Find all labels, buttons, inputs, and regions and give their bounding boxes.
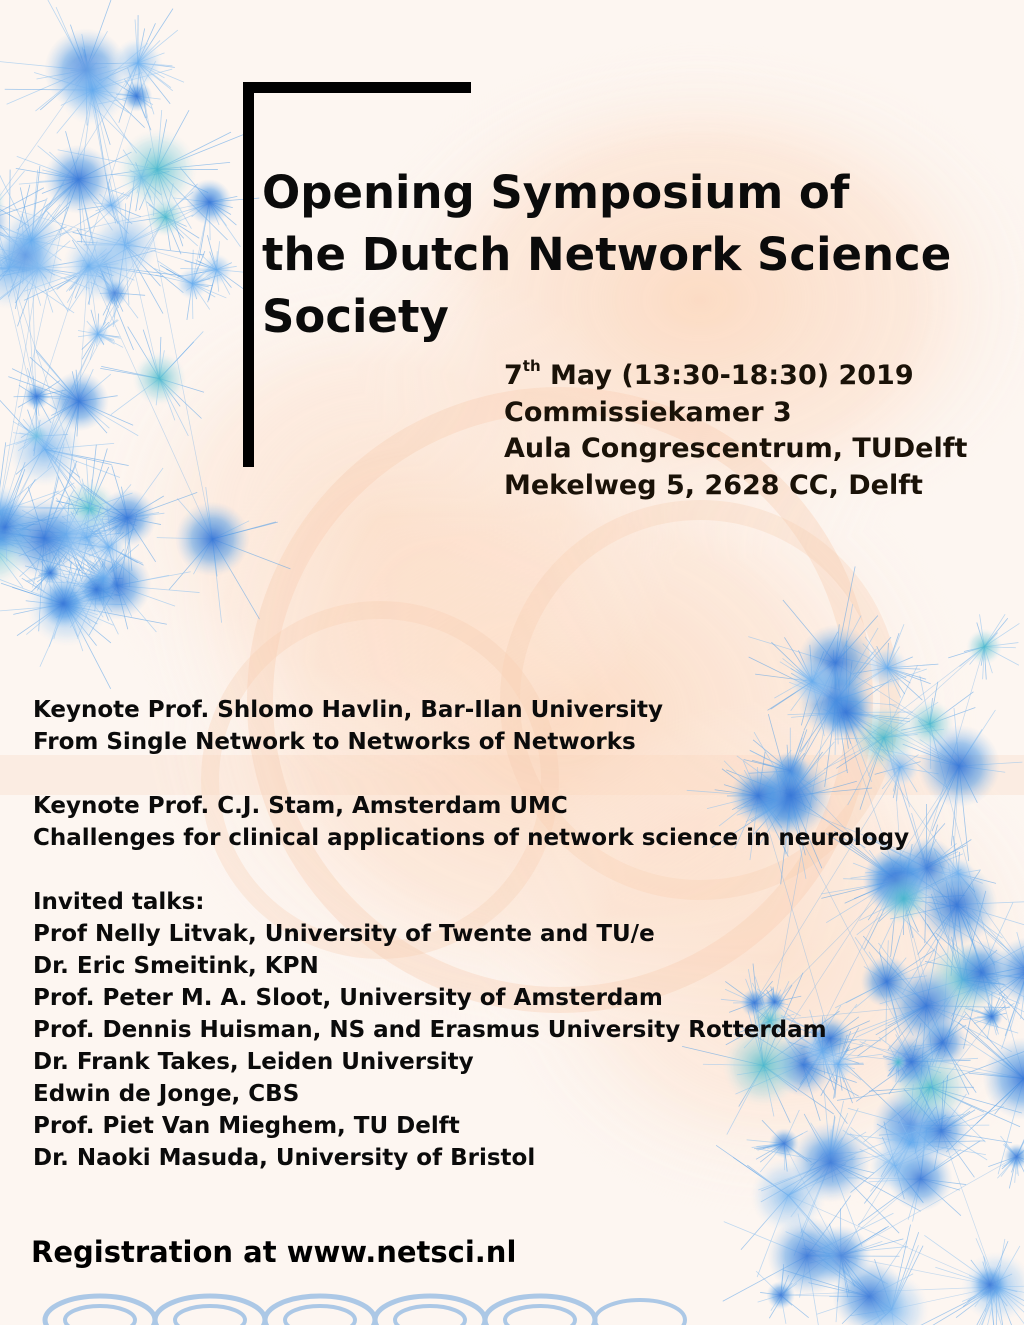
network-node bbox=[175, 502, 250, 577]
title-line: Opening Symposium of bbox=[262, 166, 850, 219]
title-frame-top bbox=[243, 82, 471, 93]
network-node bbox=[93, 531, 126, 564]
registration-link[interactable]: Registration at www.netsci.nl bbox=[31, 1235, 517, 1269]
keynote-speaker: Keynote Prof. C.J. Stam, Amsterdam UMC bbox=[33, 793, 568, 819]
network-node bbox=[0, 209, 63, 272]
event-day-suffix: th bbox=[522, 357, 541, 375]
event-venue: Aula Congrescentrum, TUDelft bbox=[504, 433, 968, 464]
event-details bbox=[504, 358, 1019, 504]
event-address: Mekelweg 5, 2628 CC, Delft bbox=[504, 469, 923, 501]
invited-speaker: Prof. Piet Van Mieghem, TU Delft bbox=[33, 1113, 460, 1139]
keynote-talk: Challenges for clinical applications of network science in neurology bbox=[33, 825, 910, 851]
invited-speaker: Dr. Naoki Masuda, University of Bristol bbox=[33, 1145, 536, 1171]
network-node bbox=[116, 129, 197, 210]
program bbox=[33, 694, 993, 1174]
invited-speaker: Prof Nelly Litvak, University of Twente and TU/e bbox=[33, 921, 655, 947]
page-title bbox=[262, 162, 1022, 348]
network-node bbox=[866, 647, 909, 690]
title-line: Society bbox=[262, 290, 449, 343]
event-room: Commissiekamer 3 bbox=[504, 396, 792, 428]
title-frame-left bbox=[243, 82, 254, 467]
network-node bbox=[133, 352, 187, 406]
title-line: the Dutch Network Science bbox=[262, 228, 952, 281]
network-node bbox=[39, 561, 62, 584]
network-node bbox=[970, 1265, 1009, 1304]
invited-speaker: Dr. Frank Takes, Leiden University bbox=[33, 1049, 474, 1075]
network-node bbox=[76, 569, 118, 611]
invited-speaker: Prof. Peter M. A. Sloot, University of Amsterdam bbox=[33, 985, 663, 1011]
event-date-rest: May (13:30-18:30) 2019 bbox=[540, 360, 914, 391]
network-node bbox=[966, 629, 1002, 665]
event-date bbox=[504, 358, 1019, 395]
network-node bbox=[766, 1281, 795, 1310]
invited-speaker: Prof. Dennis Huisman, NS and Erasmus University Rotterdam bbox=[33, 1017, 827, 1043]
network-node bbox=[23, 383, 50, 410]
network-node bbox=[176, 268, 208, 300]
network-node bbox=[86, 322, 110, 346]
invited-speaker: Edwin de Jonge, CBS bbox=[33, 1081, 300, 1107]
invited-heading: Invited talks: bbox=[33, 889, 205, 915]
network-node bbox=[58, 55, 128, 125]
keynote-speaker: Keynote Prof. Shlomo Havlin, Bar-Ilan University bbox=[33, 697, 664, 723]
event-day: 7 bbox=[504, 360, 523, 391]
network-node bbox=[71, 249, 105, 283]
invited-speaker: Dr. Eric Smeitink, KPN bbox=[33, 953, 319, 979]
keynote-talk: From Single Network to Networks of Networks bbox=[33, 729, 636, 755]
